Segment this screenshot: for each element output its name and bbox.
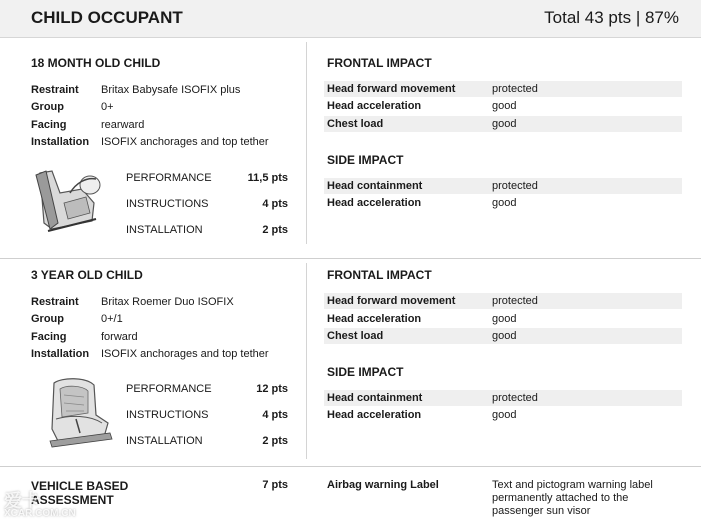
score-label: INSTRUCTIONS — [126, 198, 209, 210]
score-points: 4 pts — [262, 198, 288, 210]
detail-label: Group — [31, 313, 64, 325]
impact-row — [324, 328, 682, 344]
airbag-description-line2: permanently attached to the — [492, 492, 629, 504]
impact-value: protected — [492, 392, 538, 404]
impact-row — [324, 178, 682, 194]
vehicle-points: 7 pts — [262, 479, 288, 491]
detail-value: 0+ — [101, 101, 114, 113]
impact-row — [324, 293, 682, 309]
impact-label: Head acceleration — [327, 409, 422, 421]
score-label: INSTRUCTIONS — [126, 409, 209, 421]
impact-label: Head acceleration — [327, 197, 422, 209]
impact-label: Chest load — [327, 118, 384, 130]
watermark-logo: 爱卡 — [4, 491, 40, 511]
impact-value: good — [492, 100, 517, 112]
page-title: CHILD OCCUPANT — [31, 8, 183, 27]
score-performance — [126, 172, 288, 186]
column-divider — [306, 42, 307, 244]
impact-row — [324, 390, 682, 406]
vehicle-heading-line1: VEHICLE BASED — [31, 479, 129, 493]
impact-label: Head forward movement — [327, 83, 456, 95]
section-heading: 3 YEAR OLD CHILD — [31, 268, 143, 282]
score-performance — [126, 383, 288, 397]
detail-label: Installation — [31, 136, 90, 148]
impact-row — [324, 116, 682, 132]
score-points: 12 pts — [256, 383, 288, 395]
impact-label: Head containment — [327, 180, 423, 192]
impact-value: good — [492, 313, 517, 325]
score-label: INSTALLATION — [126, 435, 203, 447]
score-points: 2 pts — [262, 435, 288, 447]
impact-row — [324, 81, 682, 97]
page-header — [0, 0, 701, 38]
impact-value: good — [492, 409, 517, 421]
total-score: Total 43 pts | 87% — [544, 8, 679, 27]
detail-label: Group — [31, 101, 64, 113]
child-seat-icon — [40, 375, 118, 449]
detail-label: Installation — [31, 348, 90, 360]
detail-label: Facing — [31, 119, 67, 131]
impact-label: Head acceleration — [327, 313, 422, 325]
frontal-impact-heading: FRONTAL IMPACT — [327, 268, 432, 282]
airbag-warning-label: Airbag warning Label — [327, 479, 439, 491]
vehicle-heading-line2: ASSESSMENT — [31, 493, 114, 507]
column-divider — [306, 263, 307, 459]
detail-value: Britax Roemer Duo ISOFIX — [101, 296, 234, 308]
score-label: PERFORMANCE — [126, 383, 212, 395]
impact-label: Head containment — [327, 392, 423, 404]
score-label: INSTALLATION — [126, 224, 203, 236]
impact-label: Head acceleration — [327, 100, 422, 112]
impact-row — [324, 311, 682, 327]
score-points: 4 pts — [262, 409, 288, 421]
detail-label: Restraint — [31, 84, 79, 96]
impact-label: Chest load — [327, 330, 384, 342]
score-installation — [126, 224, 288, 238]
detail-label: Facing — [31, 331, 67, 343]
score-instructions — [126, 409, 288, 423]
impact-row — [324, 98, 682, 114]
impact-label: Head forward movement — [327, 295, 456, 307]
frontal-impact-heading: FRONTAL IMPACT — [327, 56, 432, 70]
detail-value: 0+/1 — [101, 313, 123, 325]
score-label: PERFORMANCE — [126, 172, 212, 184]
impact-value: good — [492, 197, 517, 209]
impact-value: protected — [492, 83, 538, 95]
impact-value: good — [492, 118, 517, 130]
score-installation — [126, 435, 288, 449]
section-3-year-child — [0, 258, 701, 467]
impact-row — [324, 407, 682, 423]
side-impact-heading: SIDE IMPACT — [327, 365, 404, 379]
infant-carrier-icon — [30, 163, 110, 238]
airbag-description-line3: passenger sun visor — [492, 505, 591, 517]
score-points: 11,5 pts — [247, 172, 288, 184]
detail-value: rearward — [101, 119, 145, 131]
score-instructions — [126, 198, 288, 212]
section-18-month-child — [0, 38, 701, 258]
detail-label: Restraint — [31, 296, 79, 308]
section-heading: 18 MONTH OLD CHILD — [31, 56, 161, 70]
impact-row — [324, 195, 682, 211]
detail-value: ISOFIX anchorages and top tether — [101, 136, 269, 148]
detail-value: Britax Babysafe ISOFIX plus — [101, 84, 241, 96]
side-impact-heading: SIDE IMPACT — [327, 153, 404, 167]
airbag-description-line1: Text and pictogram warning label — [492, 479, 653, 491]
impact-value: good — [492, 330, 517, 342]
impact-value: protected — [492, 295, 538, 307]
score-points: 2 pts — [262, 224, 288, 236]
impact-value: protected — [492, 180, 538, 192]
section-vehicle-assessment — [0, 466, 701, 526]
detail-value: forward — [101, 331, 138, 343]
watermark-url: XCAR.COM.CN — [4, 508, 76, 519]
detail-value: ISOFIX anchorages and top tether — [101, 348, 269, 360]
